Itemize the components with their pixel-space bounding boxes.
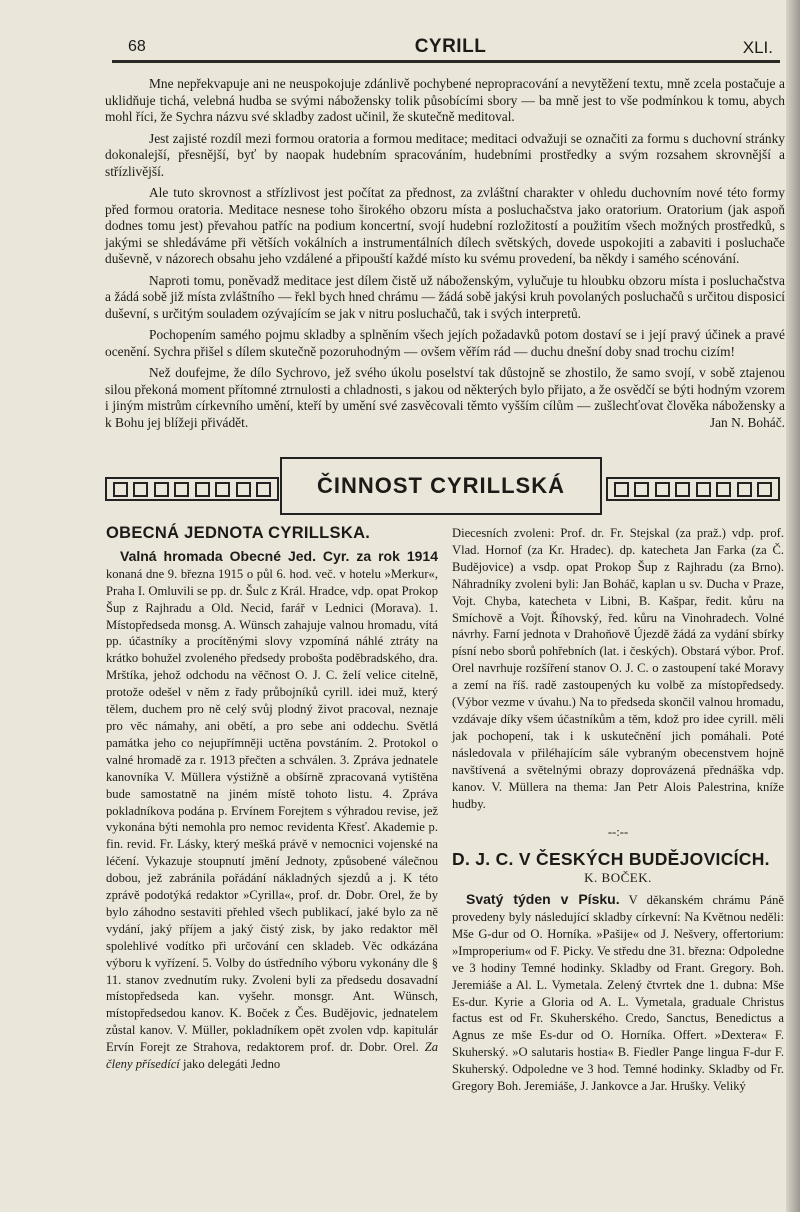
report-text: konaná dne 9. března 1915 o půl 6. hod. več. v hotelu »Merkur«, Praha I. Omluvili se pp. dr. Šulc z Král. Hradce, vdp. opat Prokop Šup z Rajhradu a Old. Necid, farář v Lednici (Morava). 1. Místopředseda monsg. A. Wünsch zahajuje valnou hromadu, vítá pp. účastníky a procítěnými slovy vzpomíná náhlé ztráty na krátko bohužel zvoleného předsedy probošta poděbradského, dra. Mrštíka, jehož odchodu na věčnost O. J. C. želí velice citelně, protože odešel v něm z řady průbojníků cyrill. idei muž, který tělem, duchem pro ně celý svůj plodný život pracoval, neznaje pro věc námahy, ani obětí, a pro sebe ani oddechu. Světlá památka jeho co nejupřímněji uctěna povstáním. 2. Protokol o valné hromadě za r. 1913 přečten a schválen. 3. Zpráva jednatele kanovníka V. Müllera výstižně a obšírně zpracovaná vytištěna bude samostatně na jiném místě tohoto listu. 4. Zpráva pokladníkova podána p. Ervínem Forejtem s výhradou revise, jež vykonána býti nemohla pro nemoc revidenta Křesť. Akademie p. fin. revid. Fr. Lásky, který mešká právě v nemocnici vojenské na léčení. Vykazuje stoupnutí jmění Jednoty, způsobené válečnou dobou, jež zabránila pořádání nákladných sjezdů a j. K této zprávě podotýká redaktor »Cyrilla«, prof. dr. Dobr. Orel, že by bylo záhodno sestaviti přehled všech publikací, jaké bylo za ně vydání, jaký příjem a jaký čistý zisk, by jako redaktor měl spolehlivé vodítko při určování cen skladeb. Věc odkázána výboru k vyřízení. 5. Volby do ústředního výboru vykonány dle § 11. stanov zvednutím ruky. Zvoleni byli za předsedu dosavadní místopředseda kan. vyšehr. monsgr. Ant. Wünsch, místopředsedou kanov. K. Boček z Čes. Budějovic, jednatelem zůstal kanov. V. Müller, pokladníkem opět zvolen vdp. kapitulár Ervín Forejt ze Strahova, redaktorem prof. dr. Dobr. Orel. — [106, 566, 438, 1055]
volume-number: XLI. — [742, 38, 773, 57]
running-header — [128, 36, 773, 62]
ornament-left — [105, 477, 279, 501]
italic-text: Za členy přísedící — [106, 1040, 438, 1072]
report-text: V děkanském chrámu Páně provedeny byly následující skladby církevní: Na Květnou neděli: Mše G-dur od O. Horníka. »Pašije« od J. Nešvery, offertorium: »Improperium« od F. Picky. Ve středu dne 31. března: Odpoledne ve 3 hodiny Temné hodinky. Skladby od Frant. Gregory. Boh. Jeremiáše a Al. L. Vymetala. Zelený čtvrtek dne 1. dubna: Mše Es-dur. Kyrie a Gloria od A. L. Vymetala, graduale Christus factus est od Fr. Skuherského. Credo, Sanctus, Benedictus a Agnus ze mše Es-dur od O. Horníka. Offert. »Dextera« F. Skuherský. »O salutaris hostia« B. Fiedler Pange lingua F-dur F. Skuherský. Odpoledne ve 3 hod. Temné hodinky. Skladby od Fr. Gregory Boh. Jeremiáše, J. Jankovce a Jar. Hrušky. Veliký — [452, 893, 784, 1094]
journal-title: CYRILL — [414, 36, 487, 57]
separator: --:-- — [607, 825, 629, 840]
ornament-right — [606, 477, 780, 501]
paragraph: Pochopením samého pojmu skladby a splněním všech jejích požadavků potom dostaví se i její pravý účinek a pravé ocenění. Sychra přišel s dílem skutečně pozoruhodným — ovšem věřím rád — duchu dnešní doby snad trochu cizím! — [105, 327, 785, 359]
paragraph-text: Než doufejme, že dílo Sychrovo, jež svého úkolu poselství tak důstojně se zhostilo, že samo svojí, v sobě ztajenou silou překoná moment přítomné ztrnulosti a chladnosti, s jakou od některých bylo přijato, a že osvědčí se býti hodným vzorem i jiným mistrům církevního umění, kteří by umění své zasvěcovali těmto vyšším cílům — zušlechťovat člověka nábožensky a k Bohu jej blížeji přivádět. — [105, 365, 785, 430]
report-paragraph — [452, 891, 784, 1095]
report-text-tail: jako delegáti Jedno — [179, 1057, 281, 1072]
page-edge-shadow — [786, 0, 800, 1212]
report-lead: Svatý týden v Písku. — [466, 891, 620, 908]
paragraph: Ale tuto skrovnost a střízlivost jest počítat za přednost, za zvláštní charakter v ohledu duchovním nové této formy před formou oratoria. Meditace nesnese toho širokého obzoru místa a posluchačstva jako oratorium. Oratorium (jak aspoň dodnes tomu jest) převahou patříc na podium koncertní, svojí hudební rozložitostí a použitím všech možných prostředků, s jakými se shledáváme při větších vokálních a instrumentálních dílech světských, dovede uspokojiti a zabaviti i posluchače duševně, v názorech obsahu jeho vzdálené a připouští každé místo ku svému provedení, ba někdy i samého scénování. — [105, 185, 785, 266]
paragraph: Jest zajisté rozdíl mezi formou oratoria a formou meditace; meditaci odvažuji se označiti za formu s duchovní stránky dokonalejší, přesnější, byť by naopak hudebním spracováním, hudebními prostředky a svým rozsahem skrovnější a střízlivější. — [105, 130, 785, 179]
author-signature: Jan N. Boháč. — [709, 414, 785, 430]
paragraph: Naproti tomu, poněvadž meditace jest dílem čistě už náboženským, vylučuje tu hloubku obzoru místa i posluchačstva a žádá sobě již místa zvláštního — řekl bych hned chrámu — žádá sobě jakýsi kruh povolaných posluchačů s určitou disposicí duševní, s určitým souladem ozývajícím se jak v nitru posluchačů, tak i svých interpretů. — [105, 272, 785, 321]
section-author: K. BOČEK. — [584, 870, 652, 886]
report-lead: Valná hromada Obecné Jed. Cyr. za rok 1914 — [120, 547, 438, 564]
paragraph: Mne nepřekvapuje ani ne neuspokojuje zdánlivě pochybené nepropracování a nevytěžení textu, mně zcela postačuje a uklidňuje tichá, velebná hudba se svými nábožensky tolik působícími sbory — ba mně jest to vše podmínkou k tomu, abych mohl říci, že Sychra názvu své skladby zadost učinil, že skutečně meditoval. — [105, 76, 785, 124]
paragraph — [105, 365, 785, 431]
page-number: 68 — [128, 38, 146, 55]
section-banner — [105, 455, 780, 517]
section-heading: OBECNÁ JEDNOTA CYRILLSKA. — [106, 524, 371, 542]
header-rule — [112, 60, 780, 63]
article-body — [105, 76, 785, 436]
report-paragraph — [106, 548, 438, 1073]
section-title: ČINNOST CYRILLSKÁ — [280, 457, 602, 515]
continued-text: Diecesních zvoleni: Prof. dr. Fr. Stejskal (za praž.) vdp. prof. Vlad. Hornof (za Kr. Hradec). dp. katecheta Jan Farka (za Č. Budějovice) a vsdp. opat Prokop Šup z Rajhradu (za Brno). Náhradníky zvoleni byli: Jan Boháč, kaplan u sv. Ducha v Praze, Vojt. Chyba, katecheta v Libni, B. Kašpar, ředit. kůru na Smíchově a Vojt. Říhovský, řed. kůru na Vinohradech. Volné návrhy. Farní jednota v Drahoňově Újezdě žádá za vydání sbírky písní nebo sborů pohřebních (lat. i českých). Obstará výbor. Prof. Orel navrhuje rozšíření stanov O. J. C. o zastoupení také Moravy a zemí na říš. radě zastoupených ku volbě za místopředsedy. (Výbor vezme v úvahu.) Na to předseda skončil valnou hromadu, vzdávaje díky všem účastníkům a těm, kdož pro idee cyrill. měli jak pochopení, tak i k uskutečnění jich pomáhali. Poté následovala v přiléhajícím sále vybraným obecenstvem hojně navštívená a světelnými obrazy doprovázená přednáška vdp. kanov. V. Müllera na thema: Jan Petr Alois Palestrina, kníže hudby. — [452, 526, 784, 811]
right-column — [452, 525, 784, 1095]
left-column — [106, 525, 438, 1073]
section-heading: D. J. C. V ČESKÝCH BUDĚJOVICÍCH. — [452, 849, 770, 870]
